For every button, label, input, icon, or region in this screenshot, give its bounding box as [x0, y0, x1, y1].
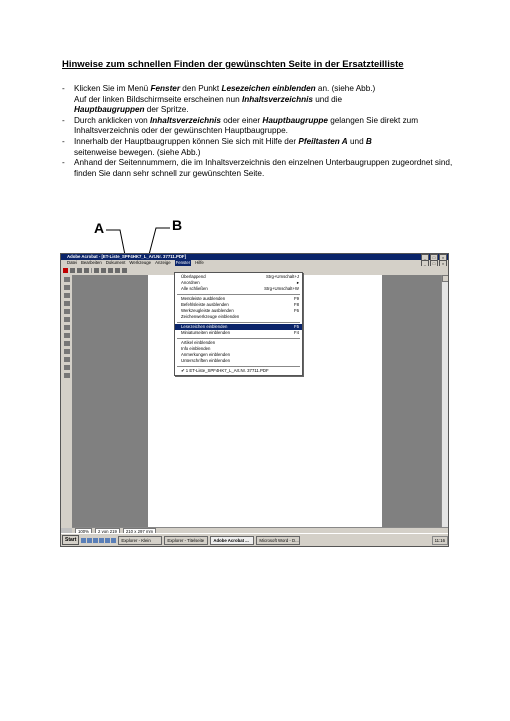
zoom-level[interactable]: 100%	[75, 528, 92, 535]
first-page-icon[interactable]	[94, 268, 99, 273]
start-button[interactable]: Start	[62, 535, 79, 545]
label-b: B	[172, 217, 183, 233]
form-tool-icon[interactable]	[64, 357, 70, 362]
right-grey-area	[382, 275, 442, 528]
toolbar-separator	[91, 268, 92, 273]
taskbar-button[interactable]: Explorer - Titelseite	[164, 536, 208, 545]
open-icon[interactable]	[70, 268, 75, 273]
page-size: 210 x 297 mm	[123, 528, 156, 535]
movie-tool-icon[interactable]	[64, 341, 70, 346]
menu-file[interactable]: Datei	[67, 260, 78, 265]
vertical-scrollbar[interactable]	[441, 275, 448, 528]
quick-launch-icon[interactable]	[93, 538, 98, 543]
menu-separator	[177, 322, 300, 323]
label-a: A	[94, 220, 105, 236]
taskbar-button[interactable]: Microsoft Word - D...	[256, 536, 300, 545]
page-title: Hinweise zum schnellen Finden der gewünschten Seite in der Ersatzteilliste	[62, 59, 404, 70]
instruction-item: - Anhand der Seitennummern, die im Inhaltsverzeichnis den einzelnen Unterbaugruppen zugeordnet sind, finden Sie dann sehr schnell zur gewünschten Seite.	[62, 158, 453, 178]
article-tool-icon[interactable]	[64, 349, 70, 354]
acrobat-logo-icon	[63, 268, 68, 273]
doc-maximize-icon[interactable]: □	[430, 260, 438, 267]
quick-launch-icon[interactable]	[87, 538, 92, 543]
close-icon[interactable]: ×	[439, 254, 447, 261]
taskbar-button[interactable]: Explorer - Klein	[118, 536, 162, 545]
minimize-icon[interactable]: _	[421, 254, 429, 261]
doc-minimize-icon[interactable]: _	[421, 260, 429, 267]
doc-close-icon[interactable]: ×	[439, 260, 447, 267]
menu-item-hide-commandbar[interactable]: Befehlsleiste ausblenden F8	[181, 302, 299, 307]
previous-page-icon[interactable]	[101, 268, 106, 273]
taskbar-button-active[interactable]: Adobe Acrobat ...	[210, 536, 254, 545]
menu-item-close-all[interactable]: Alle schließen Strg+Umschalt+W	[181, 286, 299, 291]
menu-item-show-bookmarks[interactable]: Lesezeichen einblenden F5	[175, 324, 302, 330]
system-tray-clock: 11:16	[432, 536, 448, 545]
text-select-icon[interactable]	[64, 293, 70, 298]
instruction-item: - Klicken Sie im Menü Fenster den Punkt Lesezeichen einblenden an. (siehe Abb.) Auf der linken Bildschirmseite erscheinen nun Inhaltsverzeichnis und die Hauptbaugruppen der Spritze.	[62, 84, 376, 115]
pencil-tool-icon[interactable]	[64, 325, 70, 330]
quick-launch-icon[interactable]	[111, 538, 116, 543]
window-title: Adobe Acrobat - [ET-Liste_SPF4HK7_L_Art.Nr. 37711.PDF]	[61, 254, 448, 260]
menu-item-hide-toolbar[interactable]: Werkzeugleiste ausblenden F6	[181, 308, 299, 313]
quick-launch-icon[interactable]	[105, 538, 110, 543]
instruction-list	[62, 84, 462, 179]
highlight-tool-icon[interactable]	[64, 333, 70, 338]
scroll-up-icon[interactable]	[442, 275, 449, 282]
quick-launch	[81, 538, 116, 543]
taskbar	[61, 533, 448, 546]
menu-item-show-signatures[interactable]: Unterschriften einblenden	[181, 358, 230, 363]
touchup-tool-icon[interactable]	[64, 373, 70, 378]
instruction-item: - Durch anklicken von Inhaltsverzeichnis oder einer Hauptbaugruppe gelangen Sie direkt zum Inhaltsverzeichnis oder der gewünschten Hauptbaugruppe.	[62, 115, 419, 136]
quick-launch-icon[interactable]	[81, 538, 86, 543]
menu-window[interactable]: Fenster	[175, 260, 191, 265]
menu-item-cascade[interactable]: Überlappend Strg+Umschalt+J	[181, 274, 299, 279]
zoom-tool-icon[interactable]	[64, 285, 70, 290]
hand-tool-icon[interactable]	[64, 277, 70, 282]
page-indicator[interactable]: 2 von 219	[95, 528, 120, 535]
maximize-icon[interactable]: □	[430, 254, 438, 261]
menu-item-arrange[interactable]: Anordnen ▸	[181, 280, 299, 285]
menu-item-show-articles[interactable]: Artikel einblenden	[181, 340, 216, 345]
menu-separator	[177, 338, 300, 339]
last-page-icon[interactable]	[115, 268, 120, 273]
print-icon[interactable]	[84, 268, 89, 273]
window-menu-dropdown	[174, 272, 303, 376]
menu-separator	[177, 294, 300, 295]
note-tool-icon[interactable]	[64, 317, 70, 322]
acrobat-screenshot	[60, 253, 449, 547]
menu-view[interactable]: Anzeige	[155, 260, 171, 265]
menu-document[interactable]: Dokument	[105, 260, 126, 265]
menu-tools[interactable]: Werkzeuge	[129, 260, 152, 265]
menu-item-hide-menubar[interactable]: Menüleiste ausblenden F9	[181, 296, 299, 301]
menu-item-show-drawing-tools[interactable]: Zeichenwerkzeuge einblenden	[181, 314, 240, 319]
menu-item-show-info[interactable]: Info einblenden	[181, 346, 211, 351]
menu-item-open-document[interactable]: ✔ 1 ET-Liste_SPF4HK7_L_Art.Nr. 37711.PDF	[181, 368, 269, 373]
go-back-icon[interactable]	[122, 268, 127, 273]
link-tool-icon[interactable]	[64, 309, 70, 314]
menu-item-show-thumbnails[interactable]: Miniaturseiten einblenden F4	[181, 330, 299, 335]
next-page-icon[interactable]	[108, 268, 113, 273]
quick-launch-icon[interactable]	[99, 538, 104, 543]
menu-help[interactable]: Hilfe	[195, 260, 204, 265]
left-grey-area	[72, 275, 148, 528]
save-icon[interactable]	[77, 268, 82, 273]
instruction-item: - Innerhalb der Hauptbaugruppen können Sie sich mit Hilfe der Pfeiltasten A und B seitenweise bewegen. (siehe Abb.)	[62, 136, 372, 157]
menu-item-show-annotations[interactable]: Anmerkungen einblenden	[181, 352, 230, 357]
find-icon[interactable]	[64, 365, 70, 370]
menu-edit[interactable]: Bearbeiten	[81, 260, 102, 265]
menu-separator	[177, 366, 300, 367]
crop-tool-icon[interactable]	[64, 301, 70, 306]
